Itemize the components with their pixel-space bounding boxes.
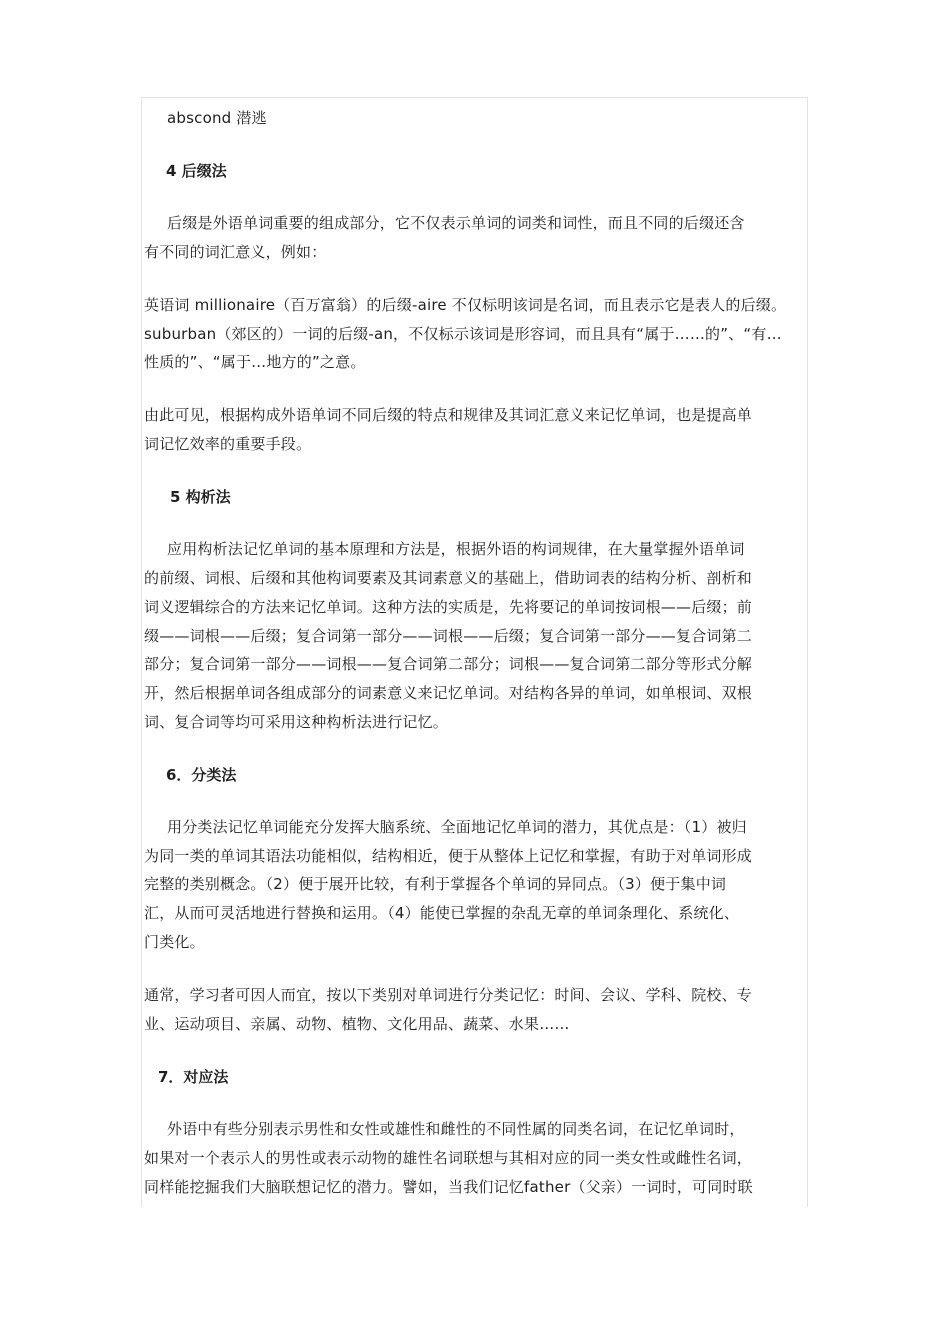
paragraph-line: 词、复合词等均可采用这种构析法进行记忆。 bbox=[144, 713, 449, 731]
paragraph-line: 词记忆效率的重要手段。 bbox=[144, 435, 312, 453]
paragraph-line: 为同一类的单词其语法功能相似，结构相近，便于从整体上记忆和掌握，有助于对单词形成 bbox=[144, 847, 753, 865]
paragraph-line: 外语中有些分别表示男性和女性或雄性和雌性的不同性属的同类名词，在记忆单词时， bbox=[167, 1120, 745, 1138]
paragraph-line: 性质的”、“属于…地方的”之意。 bbox=[144, 353, 366, 371]
paragraph-line: 的前缀、词根、后缀和其他构词要素及其词素意义的基础上，借助词表的结构分析、剖析和 bbox=[144, 569, 753, 587]
paragraph-line: 如果对一个表示人的男性或表示动物的雄性名词联想与其相对应的同一类女性或雌性名词， bbox=[144, 1149, 753, 1167]
heading-analysis-method: 5 构析法 bbox=[170, 488, 231, 506]
paragraph-line: 业、运动项目、亲属、动物、植物、文化用品、蔬菜、水果…… bbox=[144, 1015, 570, 1033]
paragraph-line: 汇，从而可灵活地进行替换和运用。（4）能使已掌握的杂乱无章的单词条理化、系统化、 bbox=[144, 904, 740, 922]
paragraph-line: 缀——词根——后缀；复合词第一部分——词根——后缀；复合词第一部分——复合词第二 bbox=[144, 627, 753, 645]
heading-classification-method: 6．分类法 bbox=[166, 766, 237, 784]
paragraph-line: 英语词 millionaire（百万富翁）的后缀-aire 不仅标明该词是名词，而且表示它是表人的后缀。 bbox=[144, 296, 787, 314]
paragraph-line: 开，然后根据单词各组成部分的词素意义来记忆单词。对结构各异的单词，如单根词、双根 bbox=[144, 684, 753, 702]
heading-correspondence-method: 7．对应法 bbox=[158, 1068, 229, 1086]
heading-suffix-method: 4 后缀法 bbox=[166, 162, 227, 180]
paragraph-line: 用分类法记忆单词能充分发挥大脑系统、全面地记忆单词的潜力，其优点是：（1）被归 bbox=[167, 818, 747, 836]
word-example: abscond 潜逃 bbox=[167, 109, 267, 127]
paragraph-line: suburban（郊区的）一词的后缀-an，不仅标示该词是形容词，而且具有“属于……的”、“有… bbox=[144, 325, 782, 343]
paragraph-line: 通常，学习者可因人而宜，按以下类别对单词进行分类记忆：时间、会议、学科、院校、专 bbox=[144, 986, 753, 1004]
paragraph-line: 门类化。 bbox=[144, 933, 205, 951]
paragraph-line: 由此可见，根据构成外语单词不同后缀的特点和规律及其词汇意义来记忆单词，也是提高单 bbox=[144, 406, 753, 424]
paragraph-line: 同样能挖掘我们大脑联想记忆的潜力。譬如，当我们记忆father（父亲）一词时，可同时联 bbox=[144, 1178, 753, 1196]
paragraph-line: 后缀是外语单词重要的组成部分，它不仅表示单词的词类和词性，而且不同的后缀还含 bbox=[167, 214, 745, 232]
paragraph-line: 词义逻辑综合的方法来记忆单词。这种方法的实质是，先将要记的单词按词根——后缀；前 bbox=[144, 598, 753, 616]
paragraph-line: 部分；复合词第一部分——词根——复合词第二部分；词根——复合词第二部分等形式分解 bbox=[144, 655, 753, 673]
paragraph-line: 完整的类别概念。（2）便于展开比较，有利于掌握各个单词的异同点。（3）便于集中词 bbox=[144, 875, 727, 893]
paragraph-line: 有不同的词汇意义，例如： bbox=[144, 243, 327, 261]
document-frame bbox=[141, 97, 808, 1207]
paragraph-line: 应用构析法记忆单词的基本原理和方法是，根据外语的构词规律，在大量掌握外语单词 bbox=[167, 540, 745, 558]
